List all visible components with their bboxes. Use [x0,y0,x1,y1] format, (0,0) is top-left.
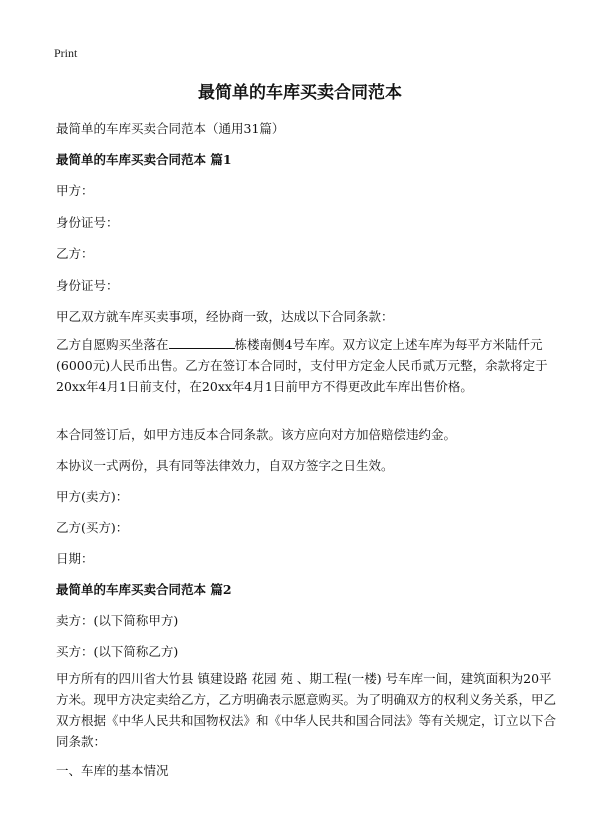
party-b-label: 乙方： [56,246,94,261]
paragraph-purchase: 乙方自愿购买坐落在 栋楼南侧4号车库。双方议定上述车库为每平方米陆仟元(6000元)人民币出售。乙方在签订本合同时，支付甲方定金人民币贰万元整，余款将定于20xx年4月1日前支付，在20xx年4月1日前甲方不得更改此车库出售价格。 [56,337,548,394]
document-title: 最简单的车库买卖合同范本 [198,83,402,103]
agreement-intro: 甲乙双方就车库买卖事项，经协商一致，达成以下合同条款： [56,309,394,324]
paragraph-breach: 本合同签订后，如甲方违反本合同条款。该方应向对方加倍赔偿违约金。 [56,427,457,442]
document-subtitle: 最简单的车库买卖合同范本（通用31篇） [56,121,285,136]
id-number-label-b: 身份证号： [56,278,119,293]
seller-line: 卖方：(以下简称甲方) [56,613,179,628]
buyer-line: 买方：(以下简称乙方) [56,644,179,659]
section-heading-2: 最简单的车库买卖合同范本 篇2 [56,582,232,597]
section-heading-1: 最简单的车库买卖合同范本 篇1 [56,152,232,167]
id-number-label-a: 身份证号： [56,215,119,230]
address-blank [169,336,235,349]
print-link[interactable]: Print [54,46,78,60]
paragraph-property: 甲方所有的四川省大竹县 镇建设路 花园 苑 、期工程(一楼) 号车库一间，建筑面积为20平方米。现甲方决定卖给乙方，乙方明确表示愿意购买。为了明确双方的权利义务关系，甲乙双方根据《中华人民共和国物权法》和《中华人民共和国合同法》等有关规定，订立以下合同条款： [56,671,557,749]
clause-heading-1: 一、车库的基本情况 [56,763,169,778]
buyer-signature-label: 乙方(买方)： [56,520,129,535]
seller-signature-label: 甲方(卖方)： [56,489,129,504]
party-a-label: 甲方： [56,183,94,198]
paragraph-effect: 本协议一式两份，具有同等法律效力，自双方签字之日生效。 [56,458,394,473]
date-label: 日期： [56,551,94,566]
